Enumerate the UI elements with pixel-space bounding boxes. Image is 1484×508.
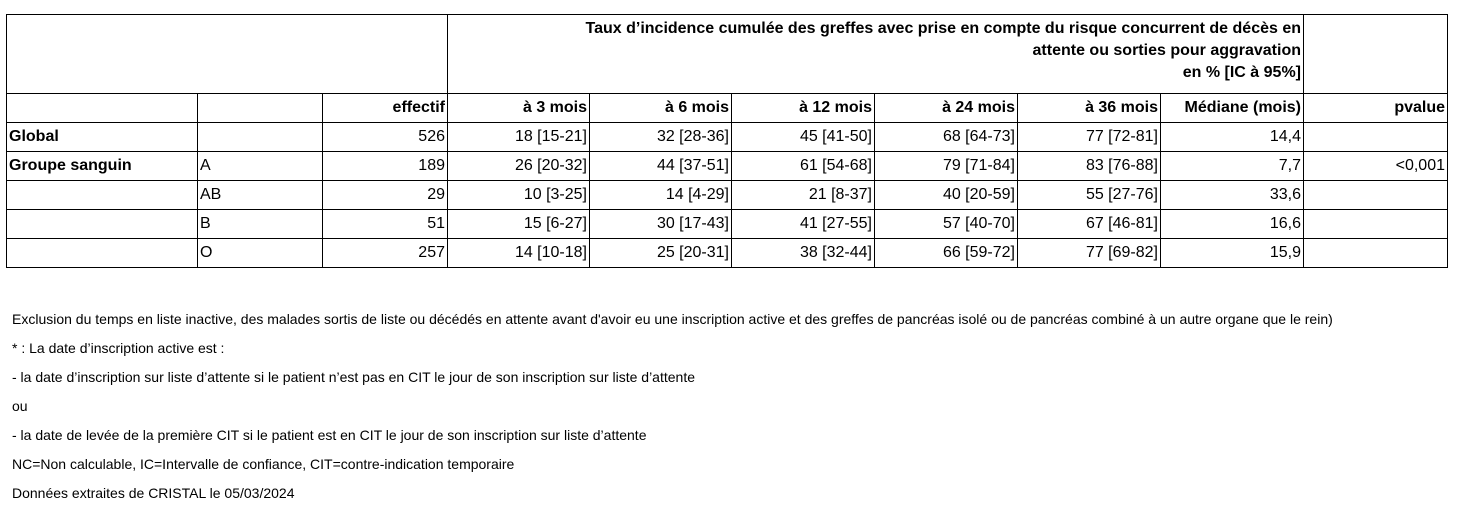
table-title-line-1: Taux d’incidence cumulée des greffes avec prise en compte du risque concurrent de décès en — [585, 20, 1301, 37]
footnote-exclusion: Exclusion du temps en liste inactive, des malades sortis de liste ou décédés en attente avant d'avoir eu une inscription active et des greffes de pancréas isolé ou de pancréas combiné à un autre organe que le rein) — [12, 311, 1333, 327]
cell-6-mois: 44 [37-51] — [590, 152, 732, 181]
cell-6-mois: 14 [4-29] — [590, 181, 732, 210]
table-title — [448, 15, 1304, 94]
cell-6-mois: 25 [20-31] — [590, 239, 732, 268]
row-label — [7, 239, 198, 268]
title-blank-cell — [7, 15, 448, 94]
header-12-mois: à 12 mois — [732, 94, 875, 123]
cell-24-mois: 68 [64-73] — [875, 123, 1018, 152]
cell-12-mois: 38 [32-44] — [732, 239, 875, 268]
row-subgroup — [198, 123, 323, 152]
cell-effectif: 189 — [323, 152, 448, 181]
header-effectif: effectif — [323, 94, 448, 123]
header-pvalue: pvalue — [1304, 94, 1448, 123]
cell-effectif: 526 — [323, 123, 448, 152]
footnote-option-1: - la date d’inscription sur liste d’attente si le patient n’est pas en CIT le jour de son inscription sur liste d’attente — [12, 369, 695, 385]
cell-12-mois: 21 [8-37] — [732, 181, 875, 210]
table-row — [7, 210, 1448, 239]
table-row — [7, 123, 1448, 152]
cell-36-mois: 77 [69-82] — [1018, 239, 1161, 268]
row-subgroup: B — [198, 210, 323, 239]
footnote-ou: ou — [12, 398, 28, 414]
cell-mediane: 16,6 — [1161, 210, 1304, 239]
cell-3-mois: 18 [15-21] — [448, 123, 590, 152]
title-row — [7, 15, 1448, 94]
title-blank-cell-right — [1304, 15, 1448, 94]
cell-pvalue — [1304, 210, 1448, 239]
table-title-line-2: attente ou sorties pour aggravation — [1032, 42, 1301, 59]
row-subgroup: AB — [198, 181, 323, 210]
cell-mediane: 33,6 — [1161, 181, 1304, 210]
cell-mediane: 15,9 — [1161, 239, 1304, 268]
cell-3-mois: 10 [3-25] — [448, 181, 590, 210]
table-row — [7, 152, 1448, 181]
header-3-mois: à 3 mois — [448, 94, 590, 123]
row-label — [7, 181, 198, 210]
cell-24-mois: 79 [71-84] — [875, 152, 1018, 181]
cell-effectif: 257 — [323, 239, 448, 268]
header-blank-1 — [7, 94, 198, 123]
header-blank-2 — [198, 94, 323, 123]
row-label: Global — [7, 123, 198, 152]
cell-24-mois: 40 [20-59] — [875, 181, 1018, 210]
cell-pvalue — [1304, 123, 1448, 152]
cell-mediane: 14,4 — [1161, 123, 1304, 152]
cell-36-mois: 67 [46-81] — [1018, 210, 1161, 239]
cell-pvalue — [1304, 181, 1448, 210]
header-24-mois: à 24 mois — [875, 94, 1018, 123]
footnotes — [12, 305, 1333, 508]
header-row — [7, 94, 1448, 123]
row-subgroup: A — [198, 152, 323, 181]
footnote-option-2: - la date de levée de la première CIT si le patient est en CIT le jour de son inscription sur liste d’attente — [12, 427, 647, 443]
footnote-source: Données extraites de CRISTAL le 05/03/2024 — [12, 485, 295, 501]
header-mediane: Médiane (mois) — [1161, 94, 1304, 123]
header-36-mois: à 36 mois — [1018, 94, 1161, 123]
table-row — [7, 239, 1448, 268]
table-row — [7, 181, 1448, 210]
cell-effectif: 51 — [323, 210, 448, 239]
footnote-abbreviations: NC=Non calculable, IC=Intervalle de confiance, CIT=contre-indication temporaire — [12, 456, 515, 472]
row-subgroup: O — [198, 239, 323, 268]
incidence-table — [6, 14, 1448, 268]
cell-3-mois: 26 [20-32] — [448, 152, 590, 181]
cell-24-mois: 66 [59-72] — [875, 239, 1018, 268]
cell-6-mois: 32 [28-36] — [590, 123, 732, 152]
header-6-mois: à 6 mois — [590, 94, 732, 123]
cell-12-mois: 61 [54-68] — [732, 152, 875, 181]
cell-3-mois: 14 [10-18] — [448, 239, 590, 268]
cell-12-mois: 41 [27-55] — [732, 210, 875, 239]
cell-3-mois: 15 [6-27] — [448, 210, 590, 239]
cell-36-mois: 77 [72-81] — [1018, 123, 1161, 152]
cell-mediane: 7,7 — [1161, 152, 1304, 181]
cell-12-mois: 45 [41-50] — [732, 123, 875, 152]
cell-36-mois: 83 [76-88] — [1018, 152, 1161, 181]
cell-36-mois: 55 [27-76] — [1018, 181, 1161, 210]
cell-6-mois: 30 [17-43] — [590, 210, 732, 239]
table-title-line-3: en % [IC à 95%] — [1182, 64, 1301, 81]
footnote-date-definition: * : La date d’inscription active est : — [12, 340, 225, 356]
cell-pvalue — [1304, 239, 1448, 268]
cell-effectif: 29 — [323, 181, 448, 210]
row-label: Groupe sanguin — [7, 152, 198, 181]
cell-pvalue: <0,001 — [1304, 152, 1448, 181]
row-label — [7, 210, 198, 239]
cell-24-mois: 57 [40-70] — [875, 210, 1018, 239]
